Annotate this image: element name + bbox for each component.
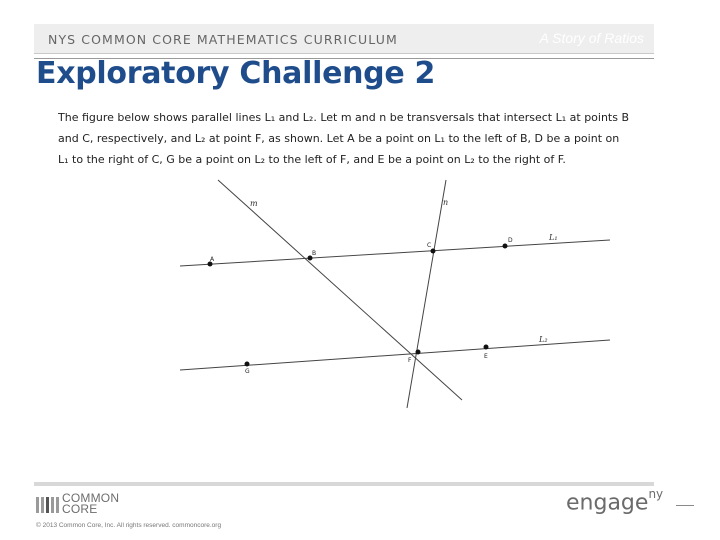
point-E xyxy=(484,345,489,350)
point-C xyxy=(431,249,436,254)
copyright-notice: © 2013 Common Core, Inc. All rights reserved. commoncore.org xyxy=(36,522,222,529)
page-title: Exploratory Challenge 2 xyxy=(36,56,436,91)
statement-line-2: and C, respectively, and L₂ at point F, as shown. Let A be a point on L₁ to the left of B, D be a point on xyxy=(58,132,620,145)
line-L2 xyxy=(180,340,610,370)
engage-superscript: ny xyxy=(648,487,664,501)
statement-line-3: L₁ to the right of C, G be a point on L₂ to the left of F, and E be a point on L₂ to the right of F. xyxy=(58,153,566,166)
point-F xyxy=(416,350,421,355)
line-L1 xyxy=(180,240,610,266)
label-n: n xyxy=(443,198,449,207)
label-F: F xyxy=(408,357,412,364)
point-G xyxy=(245,362,250,367)
label-C: C xyxy=(427,242,432,249)
transversal-n xyxy=(407,180,449,408)
statement-line-1: The figure below shows parallel lines L₁ and L₂. Let m and n be transversals that intersect L₁ at points B xyxy=(58,111,630,124)
brand-line-1: COMMON xyxy=(62,491,120,505)
label-m: m xyxy=(250,199,258,208)
curriculum-label: NYS COMMON CORE MATHEMATICS CURRICULUM xyxy=(48,32,398,47)
point-D xyxy=(503,244,508,249)
common-core-wordmark xyxy=(62,493,119,515)
transversal-m xyxy=(218,180,462,400)
footer-divider xyxy=(34,482,654,486)
label-G: G xyxy=(245,368,250,375)
label-B: B xyxy=(312,250,317,257)
common-core-logo-icon xyxy=(36,495,60,515)
label-D: D xyxy=(508,237,513,244)
label-L2: L₂ xyxy=(539,335,548,344)
footer-accent-line xyxy=(676,505,694,506)
brand-line-2: CORE xyxy=(62,502,98,516)
engage-text: engage xyxy=(566,490,649,516)
label-L1: L₁ xyxy=(549,233,558,242)
label-E: E xyxy=(484,353,488,360)
module-label: A Story of Ratios xyxy=(539,30,644,46)
label-A: A xyxy=(210,256,215,263)
engageny-logo xyxy=(566,487,664,516)
